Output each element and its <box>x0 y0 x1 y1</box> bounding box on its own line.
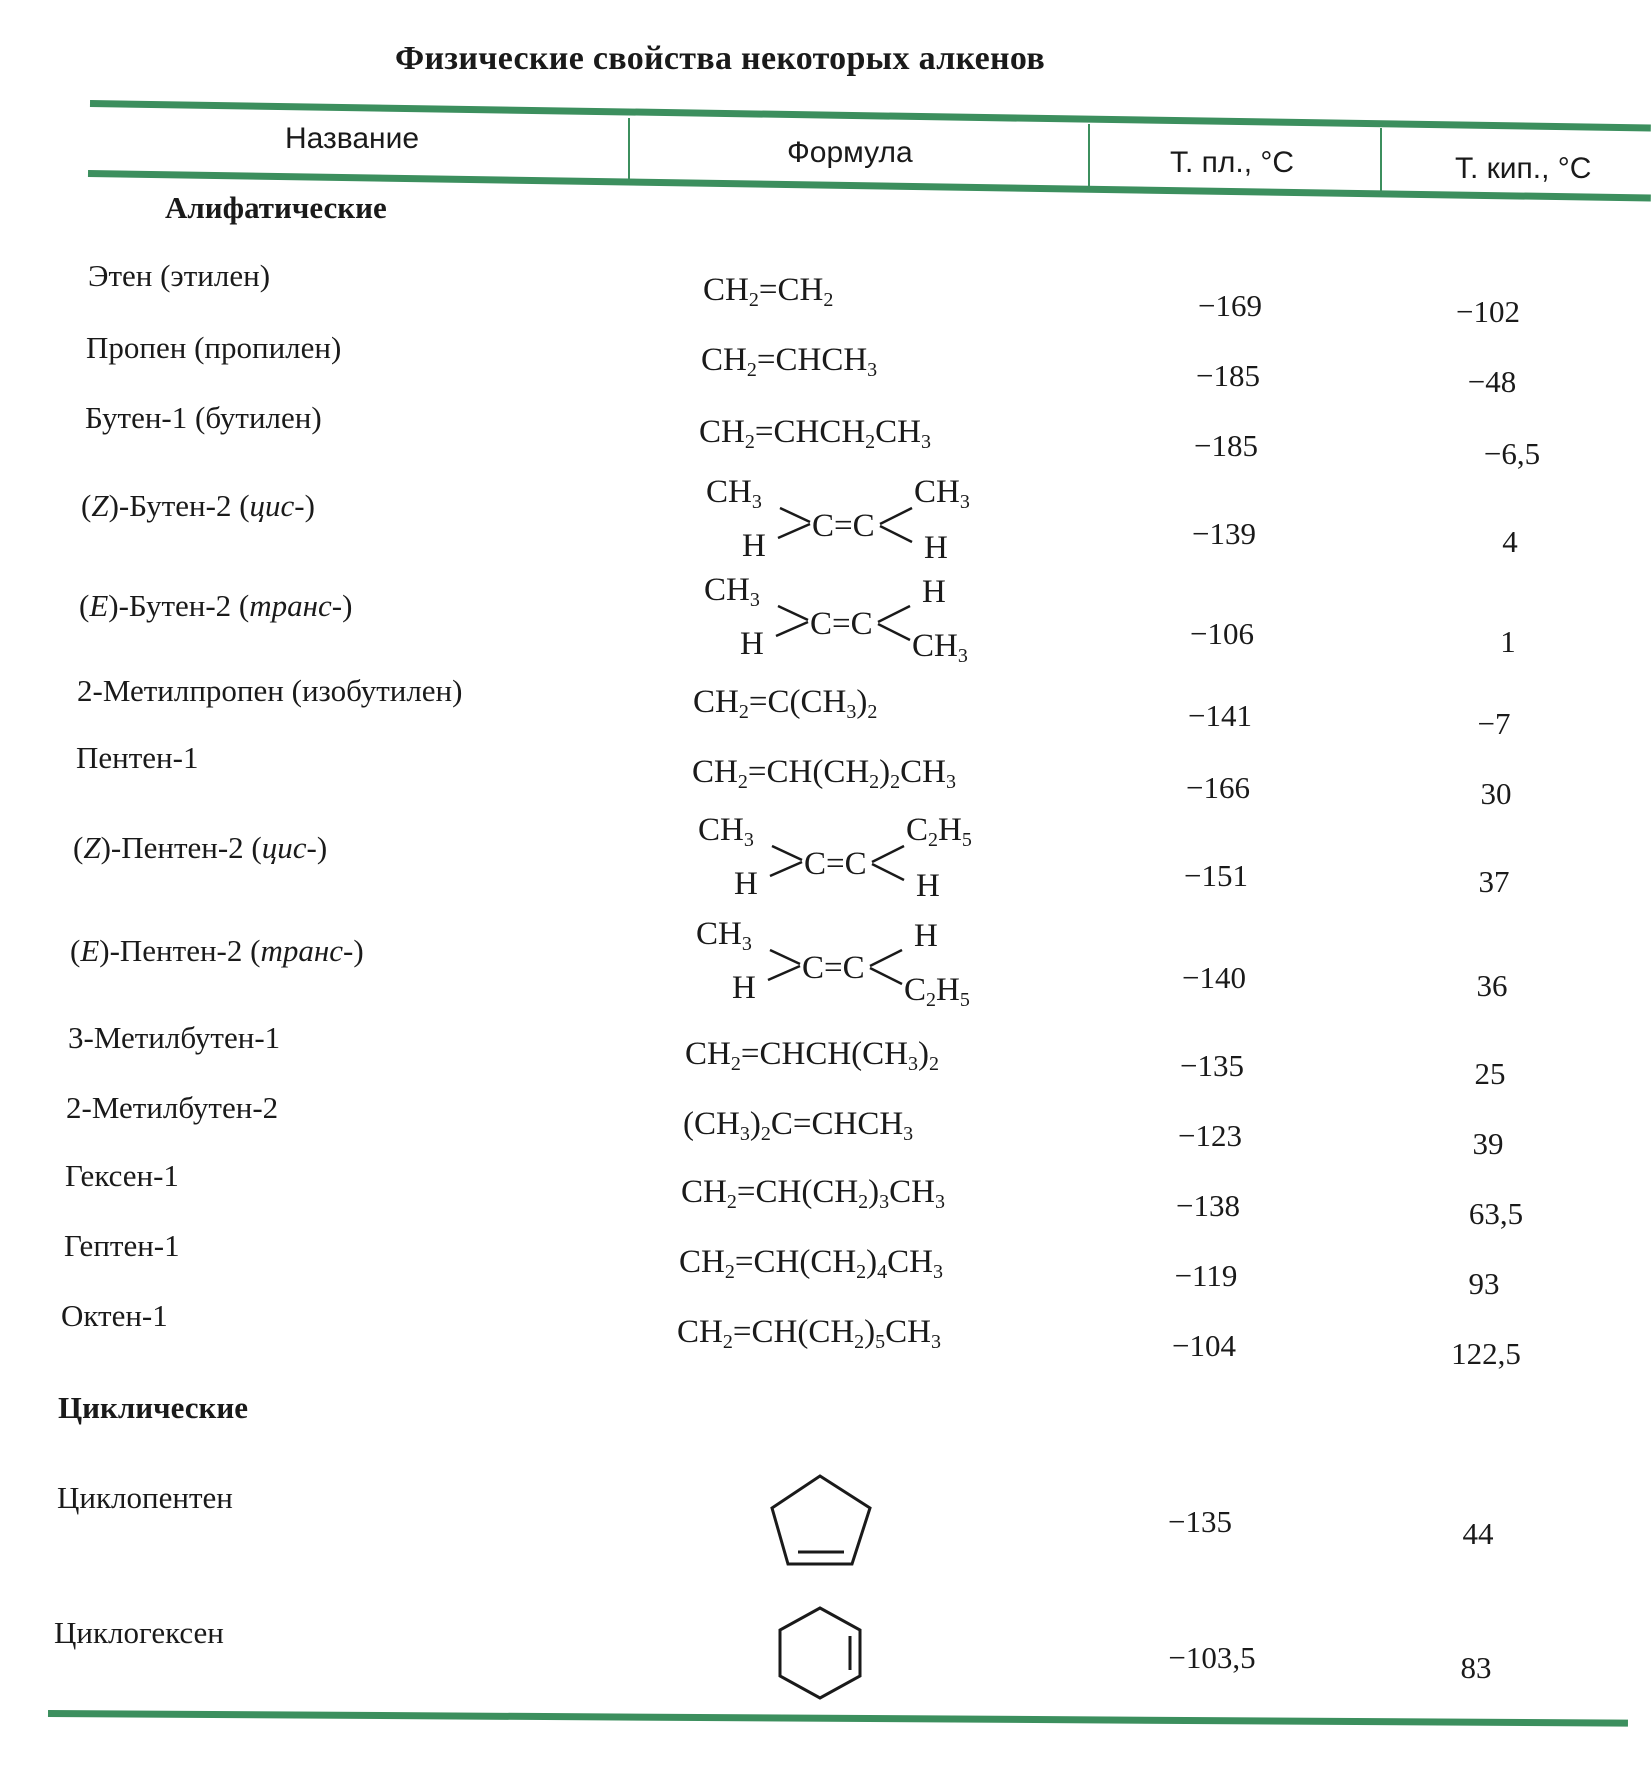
svg-text:H: H <box>924 530 948 566</box>
row-name: Бутен-1 (бутилен) <box>85 400 322 435</box>
structure-z-butene-2 <box>700 470 1020 570</box>
row-name: (E)-Бутен-2 (транс-) <box>79 588 353 623</box>
formula: $CH_2=CHCH_3$ <box>701 342 878 381</box>
row-name: (Z)-Бутен-2 (цис-) <box>81 488 315 523</box>
row-name: Октен-1 <box>61 1298 168 1333</box>
structure-e-pentene-2 <box>690 912 1010 1012</box>
svg-text:C=C: C=C <box>812 508 875 544</box>
row-name: 2-Метилбутен-2 <box>66 1090 279 1125</box>
svg-text:C2H5: C2H5 <box>906 812 972 851</box>
svg-text:H: H <box>732 970 756 1006</box>
header-formula: Формула <box>787 136 913 169</box>
cyclohexene-structure <box>776 1604 866 1709</box>
melting-point: −135 <box>1180 1048 1244 1083</box>
svg-text:CH3: CH3 <box>704 572 760 611</box>
melting-point: −139 <box>1192 516 1256 551</box>
boiling-point: 36 <box>1476 968 1508 1003</box>
formula: $CH_2=CH_2$ <box>703 272 834 311</box>
svg-text:H: H <box>914 918 938 954</box>
svg-text:CH3: CH3 <box>706 474 762 513</box>
melting-point: −169 <box>1198 288 1262 323</box>
boiling-point: 30 <box>1480 776 1512 811</box>
section-cyclic: Циклические <box>58 1390 248 1425</box>
boiling-point: 63,5 <box>1468 1196 1524 1231</box>
row-name: Этен (этилен) <box>88 258 271 293</box>
header-melting-point: Т. пл., °С <box>1170 146 1295 179</box>
header-boiling-point: Т. кип., °С <box>1455 152 1592 185</box>
boiling-point: 4 <box>1502 524 1518 559</box>
svg-text:H: H <box>740 626 764 662</box>
svg-text:C=C: C=C <box>802 950 865 986</box>
boiling-point: 37 <box>1478 864 1510 899</box>
boiling-point: 1 <box>1500 624 1516 659</box>
svg-text:CH3: CH3 <box>698 812 754 851</box>
boiling-point: −48 <box>1467 364 1517 399</box>
boiling-point: 122,5 <box>1451 1336 1521 1371</box>
structure-e-butene-2 <box>698 568 1018 668</box>
boiling-point: −6,5 <box>1483 436 1541 471</box>
row-name: Гептен-1 <box>64 1228 180 1263</box>
cyclopentene-structure <box>768 1470 878 1575</box>
boiling-point: 25 <box>1474 1056 1506 1091</box>
row-name: (Z)-Пентен-2 (цис-) <box>73 830 328 865</box>
row-name: 3-Метилбутен-1 <box>68 1020 281 1055</box>
header-divider-2 <box>1088 124 1090 190</box>
page-title: Физические свойства некоторых алкенов <box>395 40 1046 77</box>
row-name: (E)-Пентен-2 (транс-) <box>70 933 364 968</box>
row-name: 2-Метилпропен (изобутилен) <box>77 673 463 708</box>
section-aliphatic: Алифатические <box>165 190 387 225</box>
row-name: Пентен-1 <box>76 740 199 775</box>
melting-point: −141 <box>1188 698 1252 733</box>
formula: $CH_2=CHCH_2CH_3$ <box>699 414 931 453</box>
formula: $CH_2=C(CH_3)_2$ <box>693 684 878 723</box>
svg-text:H: H <box>922 574 946 610</box>
boiling-point: 39 <box>1472 1126 1504 1161</box>
melting-point: −119 <box>1174 1258 1238 1293</box>
melting-point: −106 <box>1190 616 1254 651</box>
structure-z-pentene-2 <box>692 808 1012 908</box>
boiling-point: 44 <box>1462 1516 1494 1551</box>
melting-point: −185 <box>1196 358 1260 393</box>
melting-point: −103,5 <box>1168 1640 1256 1675</box>
melting-point: −151 <box>1184 858 1248 893</box>
formula: $CH_2=CHCH(CH_3)_2$ <box>685 1036 939 1075</box>
melting-point: −123 <box>1178 1118 1242 1153</box>
header-divider-3 <box>1380 128 1382 194</box>
boiling-point: −102 <box>1456 294 1520 329</box>
svg-text:H: H <box>916 868 940 904</box>
boiling-point: 83 <box>1460 1650 1492 1685</box>
row-name: Циклогексен <box>54 1615 224 1650</box>
svg-text:H: H <box>734 866 758 902</box>
table-bottom-rule <box>48 1710 1628 1727</box>
melting-point: −166 <box>1186 770 1250 805</box>
row-name: Циклопентен <box>57 1480 233 1515</box>
header-divider-1 <box>628 118 630 182</box>
header-name: Название <box>285 122 420 155</box>
row-name: Пропен (пропилен) <box>86 330 342 365</box>
row-name: Гексен-1 <box>65 1158 179 1193</box>
svg-text:CH3: CH3 <box>912 628 968 667</box>
svg-text:C=C: C=C <box>804 846 867 882</box>
svg-text:C2H5: C2H5 <box>904 972 970 1011</box>
svg-text:C=C: C=C <box>810 606 873 642</box>
melting-point: −140 <box>1182 960 1246 995</box>
melting-point: −185 <box>1194 428 1258 463</box>
formula: $CH_2=CH(CH_2)_2CH_3$ <box>692 754 956 793</box>
formula: $CH_2=CH(CH_2)_3CH_3$ <box>681 1174 945 1213</box>
svg-text:CH3: CH3 <box>696 916 752 955</box>
boiling-point: 93 <box>1468 1266 1500 1301</box>
svg-text:H: H <box>742 528 766 564</box>
formula: $CH_2=CH(CH_2)_5CH_3$ <box>677 1314 941 1353</box>
boiling-point: −7 <box>1477 706 1511 741</box>
svg-text:CH3: CH3 <box>914 474 970 513</box>
melting-point: −135 <box>1168 1504 1232 1539</box>
melting-point: −104 <box>1172 1328 1236 1363</box>
melting-point: −138 <box>1176 1188 1240 1223</box>
formula: $CH_2=CH(CH_2)_4CH_3$ <box>679 1244 943 1283</box>
formula: $(CH_3)_2C=CHCH_3$ <box>683 1106 914 1145</box>
